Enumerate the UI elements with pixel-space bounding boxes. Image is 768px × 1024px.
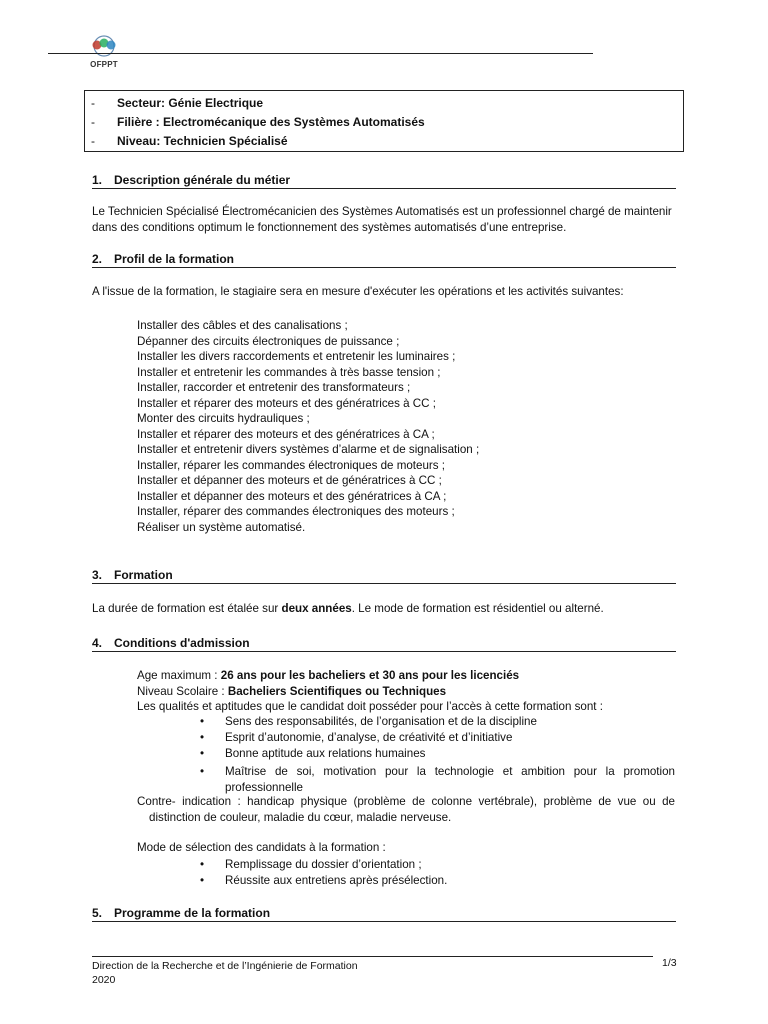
list-item: Maîtrise de soi, motivation pour la technologie et ambition pour la promotion [225, 765, 675, 778]
info-row-filiere: - Filière : Electromécanique des Systèmes Automatisés [91, 115, 425, 129]
list-item: Installer et réparer des moteurs et des génératrices à CC ; [137, 396, 436, 410]
footer-text: Direction de la Recherche et de l’Ingénierie de Formation 2020 [92, 960, 358, 986]
info-box [84, 90, 684, 152]
section-heading-programme: 5. Programme de la formation [92, 905, 676, 922]
list-item: Installer les divers raccordements et entretenir les luminaires ; [137, 350, 456, 363]
list-item: Installer des câbles et des canalisations ; [137, 319, 348, 332]
section-heading-description: 1. Description générale du métier [92, 172, 676, 189]
info-row-niveau: - Niveau: Technicien Spécialisé [91, 134, 288, 148]
logo-text: OFPPT [90, 60, 118, 69]
list-item: Installer, réparer les commandes électroniques de moteurs ; [137, 458, 446, 472]
section-heading-formation: 3. Formation [92, 567, 676, 584]
section-heading-admission: 4. Conditions d'admission [92, 635, 676, 652]
list-item: Installer et réparer des moteurs et des génératrices à CA ; [137, 427, 435, 441]
admission-niveau: Niveau Scolaire : Bacheliers Scientifiques ou Techniques [137, 684, 447, 698]
section-heading-profil: 2. Profil de la formation [92, 251, 676, 268]
list-item: Installer, raccorder et entretenir des transformateurs ; [137, 381, 411, 394]
list-item-continuation: professionnelle [225, 780, 303, 794]
bullet-icon: • [200, 874, 205, 887]
list-item: Installer et entretenir les commandes à très basse tension ; [137, 365, 441, 379]
list-item: Réaliser un système automatisé. [137, 520, 306, 534]
description-paragraph: Le Technicien Spécialisé Électromécanicien des Systèmes Automatisés est un professionnel chargé de maintenir dans des conditions optimum le fonctionnement des systèmes automatisés d’une entreprise. [92, 205, 672, 234]
list-item: Installer et entretenir divers systèmes d’alarme et de signalisation ; [137, 443, 480, 456]
bullet-icon: • [200, 731, 205, 744]
list-item: Bonne aptitude aux relations humaines [225, 747, 426, 760]
header-rule [48, 53, 593, 54]
bullet-icon: • [200, 715, 205, 728]
list-item: Remplissage du dossier d’orientation ; [225, 858, 422, 871]
list-item: Dépanner des circuits électroniques de puissance ; [137, 334, 400, 348]
list-item: Réussite aux entretiens après présélection. [225, 874, 448, 887]
bullet-icon: • [200, 765, 205, 778]
list-item: Installer et dépanner des moteurs et des génératrices à CA ; [137, 489, 447, 503]
admission-contre-indication: Contre- indication : handicap physique (problème de colonne vertébrale), problème de vue ou de [137, 795, 675, 808]
list-item: Esprit d’autonomie, d’analyse, de créativité et d’initiative [225, 731, 513, 744]
footer-rule [92, 956, 653, 957]
bullet-icon: • [200, 858, 205, 871]
admission-selection-intro: Mode de sélection des candidats à la formation : [137, 841, 386, 854]
profil-intro: A l'issue de la formation, le stagiaire sera en mesure d'exécuter les opérations et les activités suivantes: [92, 285, 624, 298]
admission-qualites-intro: Les qualités et aptitudes que le candidat doit posséder pour l’accès à cette formation sont : [137, 700, 603, 713]
list-item: Installer, réparer des commandes électroniques des moteurs ; [137, 505, 455, 518]
admission-contre-indication-cont: distinction de couleur, maladie du cœur, maladie nerveuse. [149, 810, 452, 824]
list-item: Installer et dépanner des moteurs et de génératrices à CC ; [137, 474, 442, 487]
page-number: 1/3 [662, 957, 677, 969]
list-item: Sens des responsabilités, de l’organisation et de la discipline [225, 715, 537, 728]
formation-paragraph: La durée de formation est étalée sur deux années. Le mode de formation est résidentiel ou alterné. [92, 602, 604, 615]
info-row-secteur: - Secteur: Génie Electrique [91, 96, 264, 110]
list-item: Monter des circuits hydrauliques ; [137, 412, 310, 425]
admission-age: Age maximum : 26 ans pour les bacheliers et 30 ans pour les licenciés [137, 669, 520, 682]
bullet-icon: • [200, 747, 205, 760]
